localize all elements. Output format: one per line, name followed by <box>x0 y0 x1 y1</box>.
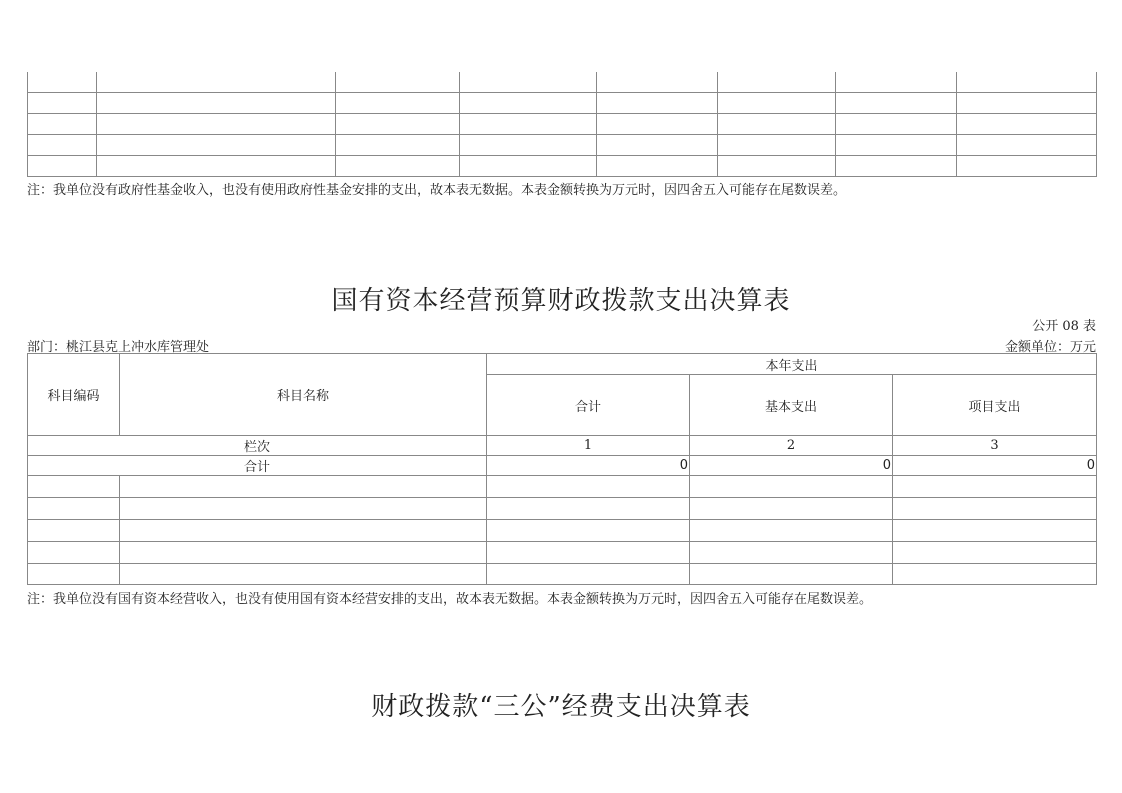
table-row <box>28 93 1097 114</box>
table-row <box>28 114 1097 135</box>
table-code: 公开 08 表 <box>1032 319 1096 334</box>
column-index-row <box>28 436 1097 456</box>
column-index-label: 栏次 <box>28 436 487 456</box>
header-subject-code: 科目编码 <box>28 354 120 436</box>
table-row <box>28 476 1097 498</box>
unit-label: 金额单位：万元 <box>1004 340 1096 355</box>
state-capital-expenditure-table <box>27 353 1097 585</box>
previous-table-continuation <box>27 72 1097 177</box>
header-subject-name: 科目名称 <box>120 354 487 436</box>
table-row <box>28 135 1097 156</box>
header-basic-expenditure: 基本支出 <box>690 375 893 436</box>
header-row <box>28 354 1097 375</box>
column-index-1: 1 <box>487 436 690 456</box>
table-row <box>28 542 1097 564</box>
table-row <box>28 498 1097 520</box>
note-government-fund: 注：我单位没有政府性基金收入，也没有使用政府性基金安排的支出，故本表无数据。本表金额转换为万元时，因四舍五入可能存在尾数误差。 <box>27 183 847 198</box>
table-row <box>28 156 1097 177</box>
table-row <box>28 520 1097 542</box>
header-current-year-expenditure: 本年支出 <box>487 354 1097 375</box>
table-row <box>28 564 1097 585</box>
department-label: 部门：桃江县克上冲水库管理处 <box>27 340 210 355</box>
table-row <box>28 72 1097 93</box>
total-value: 0 <box>487 456 690 476</box>
project-value: 0 <box>893 456 1097 476</box>
total-row <box>28 456 1097 476</box>
basic-value: 0 <box>690 456 893 476</box>
header-project-expenditure: 项目支出 <box>893 375 1097 436</box>
next-table-title: 财政拨款“三公”经费支出决算表 <box>371 692 751 722</box>
note-state-capital: 注：我单位没有国有资本经营收入，也没有使用国有资本经营安排的支出，故本表无数据。本表金额转换为万元时，因四舍五入可能存在尾数误差。 <box>27 592 873 607</box>
table-title: 国有资本经营预算财政拨款支出决算表 <box>331 286 791 316</box>
column-index-2: 2 <box>690 436 893 456</box>
column-index-3: 3 <box>893 436 1097 456</box>
header-total: 合计 <box>487 375 690 436</box>
total-label: 合计 <box>28 456 487 476</box>
